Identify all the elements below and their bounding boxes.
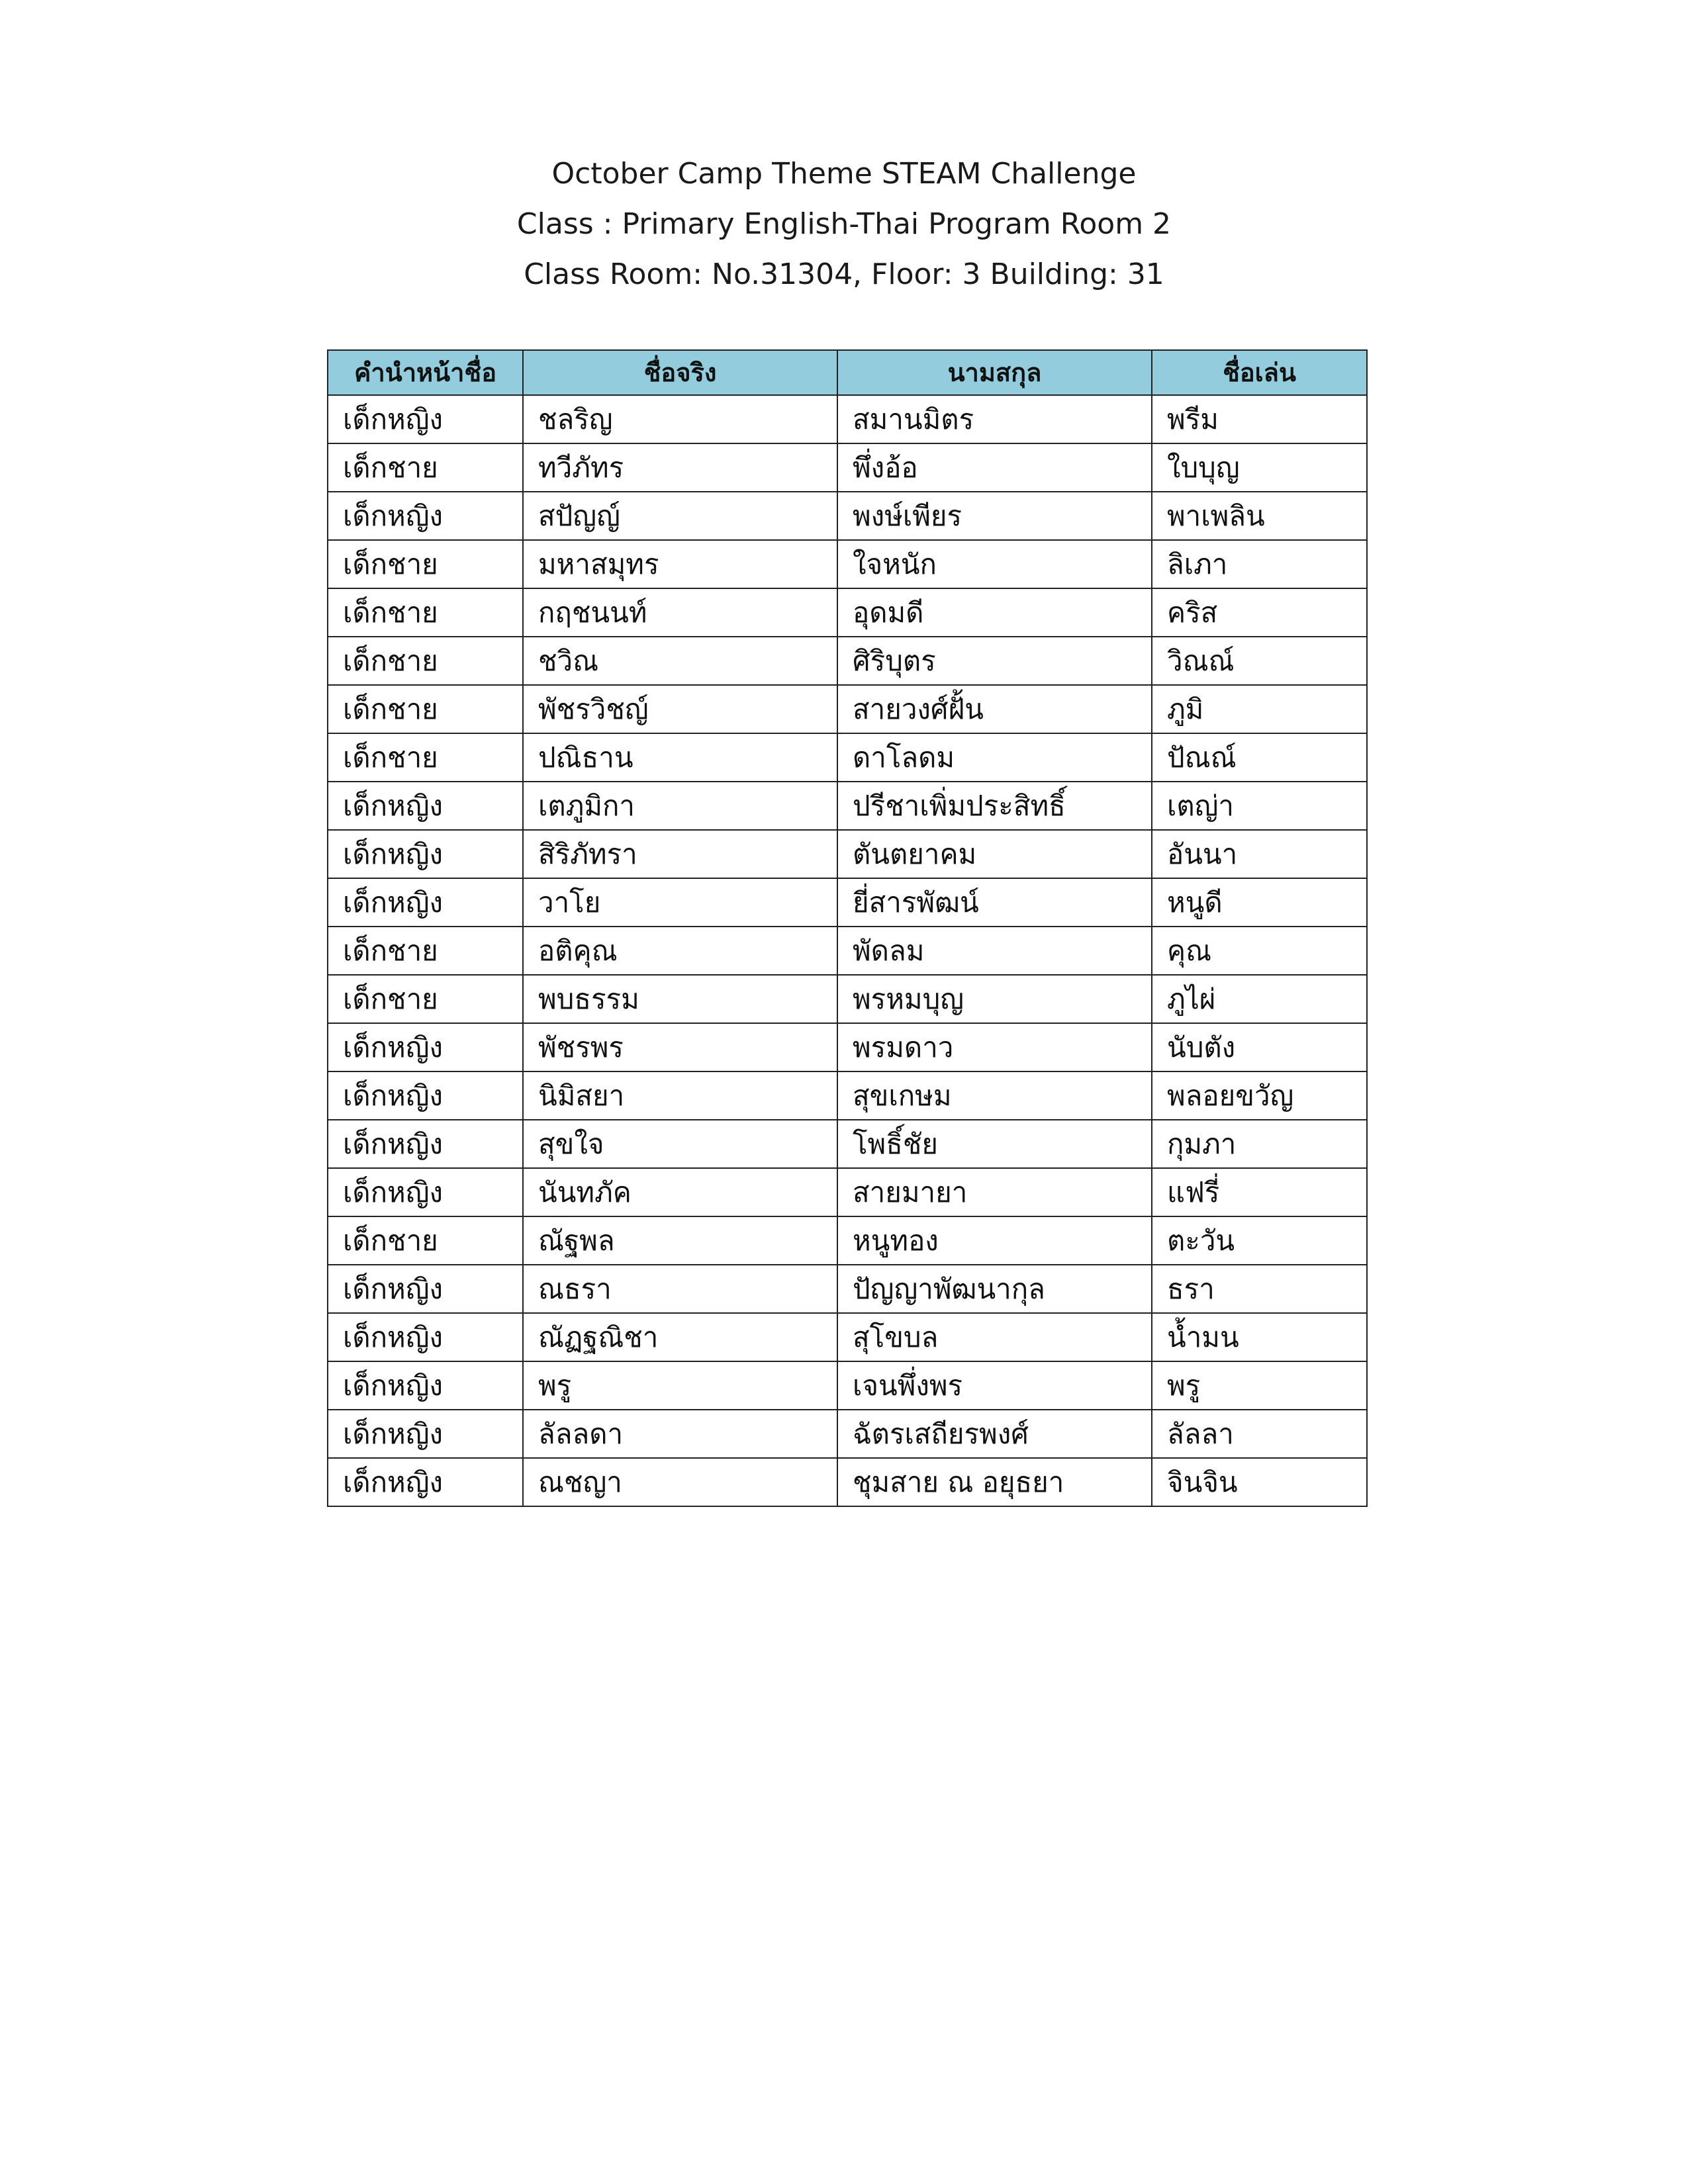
cell-title: เด็กหญิง [328, 1071, 523, 1120]
cell-first-name: ทวีภัทร [523, 443, 837, 492]
cell-title: เด็กชาย [328, 975, 523, 1023]
cell-nickname: น้ำมน [1152, 1313, 1367, 1361]
cell-first-name: ณธรา [523, 1265, 837, 1313]
document-header [0, 149, 1688, 300]
cell-last-name: ชุมสาย ณ อยุธยา [837, 1458, 1152, 1506]
cell-nickname: คุณ [1152, 927, 1367, 975]
cell-nickname: พลอยขวัญ [1152, 1071, 1367, 1120]
cell-last-name: สุโขบล [837, 1313, 1152, 1361]
table-row [328, 685, 1367, 733]
cell-title: เด็กหญิง [328, 830, 523, 878]
cell-title: เด็กหญิง [328, 1458, 523, 1506]
cell-last-name: พัดลม [837, 927, 1152, 975]
cell-title: เด็กชาย [328, 685, 523, 733]
cell-last-name: สุขเกษม [837, 1071, 1152, 1120]
cell-first-name: พัชรพร [523, 1023, 837, 1071]
cell-first-name: พบธรรม [523, 975, 837, 1023]
cell-last-name: อุดมดี [837, 588, 1152, 637]
table-row [328, 1458, 1367, 1506]
cell-nickname: พรีม [1152, 395, 1367, 443]
cell-last-name: ดาโลดม [837, 733, 1152, 782]
cell-first-name: วาโย [523, 878, 837, 927]
cell-last-name: ใจหนัก [837, 540, 1152, 588]
cell-first-name: สิริภัทรา [523, 830, 837, 878]
table-row [328, 1410, 1367, 1458]
cell-last-name: พรหมบุญ [837, 975, 1152, 1023]
cell-last-name: ยี่สารพัฒน์ [837, 878, 1152, 927]
cell-nickname: ลิเภา [1152, 540, 1367, 588]
cell-title: เด็กหญิง [328, 492, 523, 540]
table-row [328, 1071, 1367, 1120]
cell-nickname: ภูไผ่ [1152, 975, 1367, 1023]
cell-last-name: สายมายา [837, 1168, 1152, 1216]
table-row [328, 733, 1367, 782]
cell-first-name: อติคุณ [523, 927, 837, 975]
cell-title: เด็กหญิง [328, 1361, 523, 1410]
cell-nickname: พรู [1152, 1361, 1367, 1410]
cell-title: เด็กหญิง [328, 1023, 523, 1071]
table-row [328, 927, 1367, 975]
cell-title: เด็กชาย [328, 733, 523, 782]
cell-first-name: ชลริญ [523, 395, 837, 443]
classroom-line: Class Room: No.31304, Floor: 3 Building: 31 [524, 257, 1164, 291]
table-row [328, 1168, 1367, 1216]
cell-nickname: พาเพลิน [1152, 492, 1367, 540]
cell-nickname: ธรา [1152, 1265, 1367, 1313]
table-row [328, 637, 1367, 685]
cell-first-name: ปณิธาน [523, 733, 837, 782]
cell-last-name: พงษ์เพียร [837, 492, 1152, 540]
cell-title: เด็กชาย [328, 588, 523, 637]
cell-nickname: ใบบุญ [1152, 443, 1367, 492]
table-row [328, 1313, 1367, 1361]
cell-first-name: นันทภัค [523, 1168, 837, 1216]
table-header-row [328, 350, 1367, 395]
cell-nickname: ลัลลา [1152, 1410, 1367, 1458]
cell-last-name: ฉัตรเสถียรพงศ์ [837, 1410, 1152, 1458]
cell-first-name: ณัฏฐณิชา [523, 1313, 837, 1361]
table-row [328, 1361, 1367, 1410]
table-row [328, 1265, 1367, 1313]
cell-last-name: ตันตยาคม [837, 830, 1152, 878]
cell-first-name: กฤชนนท์ [523, 588, 837, 637]
table-header [328, 350, 1367, 395]
cell-first-name: พรู [523, 1361, 837, 1410]
cell-first-name: ลัลลดา [523, 1410, 837, 1458]
cell-first-name: มหาสมุทร [523, 540, 837, 588]
cell-last-name: ปัญญาพัฒนากุล [837, 1265, 1152, 1313]
column-header-title: คำนำหน้าชื่อ [328, 350, 523, 395]
table-row [328, 1120, 1367, 1168]
cell-last-name: ปรีชาเพิ่มประสิทธิ์ [837, 782, 1152, 830]
cell-title: เด็กหญิง [328, 1265, 523, 1313]
cell-title: เด็กหญิง [328, 1168, 523, 1216]
column-header-first-name: ชื่อจริง [523, 350, 837, 395]
table-row [328, 395, 1367, 443]
cell-nickname: หนูดี [1152, 878, 1367, 927]
cell-title: เด็กหญิง [328, 782, 523, 830]
cell-nickname: แฟรี่ [1152, 1168, 1367, 1216]
table-row [328, 1216, 1367, 1265]
cell-title: เด็กชาย [328, 540, 523, 588]
column-header-last-name: นามสกุล [837, 350, 1152, 395]
cell-last-name: เจนพึ่งพร [837, 1361, 1152, 1410]
cell-nickname: วิณณ์ [1152, 637, 1367, 685]
cell-nickname: เตญ่า [1152, 782, 1367, 830]
cell-first-name: ณชญา [523, 1458, 837, 1506]
cell-last-name: สายวงศ์ฝั้น [837, 685, 1152, 733]
table-row [328, 588, 1367, 637]
cell-first-name: ชวิณ [523, 637, 837, 685]
cell-last-name: พรมดาว [837, 1023, 1152, 1071]
table-row [328, 1023, 1367, 1071]
cell-title: เด็กชาย [328, 1216, 523, 1265]
cell-last-name: ศิริบุตร [837, 637, 1152, 685]
cell-title: เด็กชาย [328, 637, 523, 685]
cell-nickname: อันนา [1152, 830, 1367, 878]
cell-first-name: สปัญญ์ [523, 492, 837, 540]
cell-title: เด็กหญิง [328, 395, 523, 443]
table-row [328, 830, 1367, 878]
class-line: Class : Primary English-Thai Program Room 2 [516, 207, 1172, 241]
cell-first-name: พัชรวิชญ์ [523, 685, 837, 733]
cell-nickname: จินจิน [1152, 1458, 1367, 1506]
table-row [328, 782, 1367, 830]
cell-first-name: นิมิสยา [523, 1071, 837, 1120]
cell-title: เด็กชาย [328, 443, 523, 492]
cell-title: เด็กชาย [328, 927, 523, 975]
table-row [328, 492, 1367, 540]
cell-title: เด็กหญิง [328, 1410, 523, 1458]
cell-nickname: กุมภา [1152, 1120, 1367, 1168]
cell-first-name: เตภูมิกา [523, 782, 837, 830]
cell-nickname: ภูมิ [1152, 685, 1367, 733]
document-title: October Camp Theme STEAM Challenge [551, 157, 1137, 191]
cell-title: เด็กหญิง [328, 1120, 523, 1168]
cell-title: เด็กหญิง [328, 878, 523, 927]
table-row [328, 540, 1367, 588]
student-roster-table [327, 349, 1368, 1507]
cell-nickname: ตะวัน [1152, 1216, 1367, 1265]
cell-first-name: สุขใจ [523, 1120, 837, 1168]
cell-first-name: ณัฐพล [523, 1216, 837, 1265]
cell-last-name: พึ่งอ้อ [837, 443, 1152, 492]
cell-nickname: ปัณณ์ [1152, 733, 1367, 782]
cell-last-name: สมานมิตร [837, 395, 1152, 443]
cell-title: เด็กหญิง [328, 1313, 523, 1361]
table-row [328, 443, 1367, 492]
cell-nickname: นับตัง [1152, 1023, 1367, 1071]
table-row [328, 975, 1367, 1023]
cell-last-name: หนูทอง [837, 1216, 1152, 1265]
cell-nickname: คริส [1152, 588, 1367, 637]
table-body [328, 395, 1367, 1506]
table-row [328, 878, 1367, 927]
cell-last-name: โพธิ์ชัย [837, 1120, 1152, 1168]
column-header-nickname: ชื่อเล่น [1152, 350, 1367, 395]
